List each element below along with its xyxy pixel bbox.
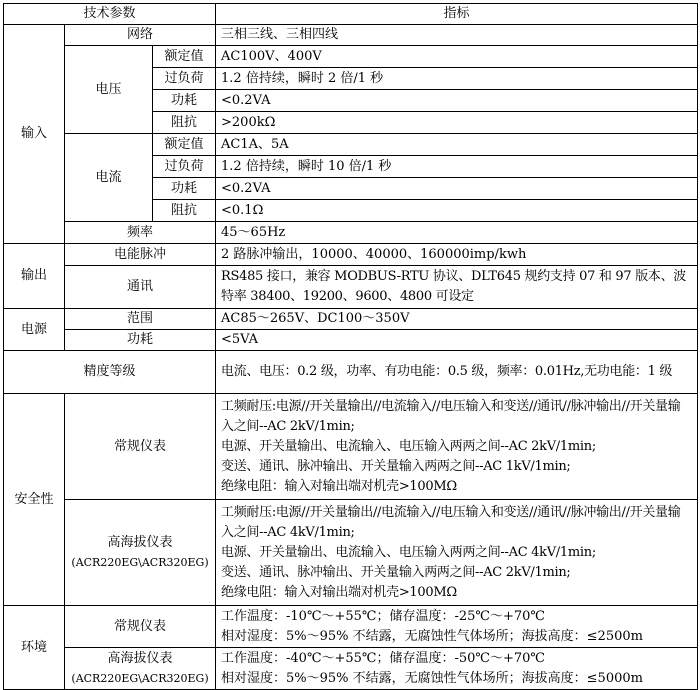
safety-high-models: (ACR220EG\ACR320EG): [71, 555, 209, 569]
safety-normal-line: 变送、通讯、脉冲输出、开关量输入两两之间--AC 1kV/1min;: [221, 458, 571, 474]
label-safety-normal: 常规仪表: [65, 394, 216, 500]
label-voltage-rated: 额定值: [153, 46, 216, 68]
label-network: 网络: [65, 25, 216, 46]
label-pulse: 电能脉冲: [65, 244, 216, 266]
value-accuracy: 电流、电压：0.2 级，功率、有功电能：0.5 级，频率：0.01Hz,无功电能：1 级: [216, 351, 698, 394]
label-current-power: 功耗: [153, 178, 216, 200]
safety-normal-line: 电源、开关量输出、电流输入、电压输入两两之间--AC 2kV/1min;: [221, 438, 596, 454]
label-frequency: 频率: [65, 222, 216, 244]
label-voltage-impedance: 阻抗: [153, 112, 216, 134]
label-current-impedance: 阻抗: [153, 200, 216, 222]
label-env-normal: 常规仪表: [65, 606, 216, 648]
value-ps-range: AC85～265V、DC100～350V: [216, 309, 698, 330]
value-voltage-impedance: >200kΩ: [216, 112, 698, 134]
value-safety-high: [216, 500, 698, 606]
label-env-high: [65, 648, 216, 690]
value-ps-consumption: <5VA: [216, 330, 698, 351]
env-high-line: 相对湿度：5%～95% 不结露，无腐蚀性气体场所；海拔高度：≤5000m: [221, 670, 643, 686]
value-env-normal: [216, 606, 698, 648]
row-env-normal: [4, 606, 698, 648]
value-env-high: [216, 648, 698, 690]
row-safety-normal: [4, 394, 698, 500]
label-comm: 通讯: [65, 266, 216, 309]
value-network: 三相三线、三相四线: [216, 25, 698, 46]
label-voltage: 电压: [65, 46, 153, 134]
group-input: 输入: [4, 25, 65, 244]
row-network: [4, 25, 698, 46]
spec-table: [3, 3, 698, 690]
group-power-supply: 电源: [4, 309, 65, 351]
row-voltage-rated: [4, 46, 698, 68]
env-normal-line: 工作温度：-10℃～+55℃；储存温度：-25℃～+70℃: [221, 608, 545, 624]
value-comm: RS485 接口，兼容 MODBUS-RTU 协议、DLT645 规约支持 07 和 97 版本、波特率 38400、19200、9600、4800 可设定: [216, 266, 698, 309]
value-voltage-overload: 1.2 倍持续，瞬时 2 倍/1 秒: [216, 68, 698, 90]
label-ps-range: 范围: [65, 309, 216, 330]
safety-high-label: 高海拔仪表: [107, 534, 173, 550]
label-current-rated: 额定值: [153, 134, 216, 156]
safety-high-line: 工频耐压:电源//开关量输出//电流输入//电压输入和变送//通讯//脉冲输出//开关量输入之间--AC 4kV/1min;: [221, 504, 681, 540]
row-accuracy: [4, 351, 698, 394]
env-high-label: 高海拔仪表: [107, 650, 173, 666]
value-frequency: 45～65Hz: [216, 222, 698, 244]
row-current-rated: [4, 134, 698, 156]
label-current: 电流: [65, 134, 153, 222]
group-output: 输出: [4, 244, 65, 309]
safety-normal-line: 绝缘电阻：输入对输出端对机壳>100MΩ: [221, 478, 457, 494]
row-ps-range: [4, 309, 698, 330]
header-row: [4, 4, 698, 25]
value-voltage-power: <0.2VA: [216, 90, 698, 112]
group-safety: 安全性: [4, 394, 65, 606]
label-ps-consumption: 功耗: [65, 330, 216, 351]
value-current-overload: 1.2 倍持续，瞬时 10 倍/1 秒: [216, 156, 698, 178]
header-param: 技术参数: [4, 4, 216, 25]
safety-high-line: 电源、开关量输出、电流输入、电压输入两两之间--AC 4kV/1min;: [221, 544, 596, 560]
safety-normal-line: 工频耐压:电源//开关量输出//电流输入//电压输入和变送//通讯//脉冲输出//开关量输入之间--AC 2kV/1min;: [221, 398, 681, 434]
label-current-overload: 过负荷: [153, 156, 216, 178]
env-normal-line: 相对湿度：5%～95% 不结露，无腐蚀性气体场所；海拔高度：≤2500m: [221, 628, 643, 644]
env-high-models: (ACR220EG\ACR320EG): [71, 671, 209, 685]
env-high-line: 工作温度：-40℃～+55℃；储存温度：-50℃～+70℃: [221, 650, 545, 666]
row-ps-consumption: [4, 330, 698, 351]
value-safety-normal: [216, 394, 698, 500]
safety-high-line: 绝缘电阻：输入对输出端对机壳>100MΩ: [221, 584, 457, 600]
label-accuracy: 精度等级: [4, 351, 216, 394]
row-frequency: [4, 222, 698, 244]
row-env-high: [4, 648, 698, 690]
label-safety-high: [65, 500, 216, 606]
safety-high-line: 变送、通讯、脉冲输出、开关量输入两两之间--AC 2kV/1min;: [221, 564, 571, 580]
value-current-power: <0.2VA: [216, 178, 698, 200]
label-voltage-overload: 过负荷: [153, 68, 216, 90]
row-comm: [4, 266, 698, 309]
group-environment: 环境: [4, 606, 65, 690]
value-voltage-rated: AC100V、400V: [216, 46, 698, 68]
value-current-impedance: <0.1Ω: [216, 200, 698, 222]
header-spec: 指标: [216, 4, 698, 25]
label-voltage-power: 功耗: [153, 90, 216, 112]
row-safety-high: [4, 500, 698, 606]
value-current-rated: AC1A、5A: [216, 134, 698, 156]
row-pulse: [4, 244, 698, 266]
value-pulse: 2 路脉冲输出，10000、40000、160000imp/kwh: [216, 244, 698, 266]
